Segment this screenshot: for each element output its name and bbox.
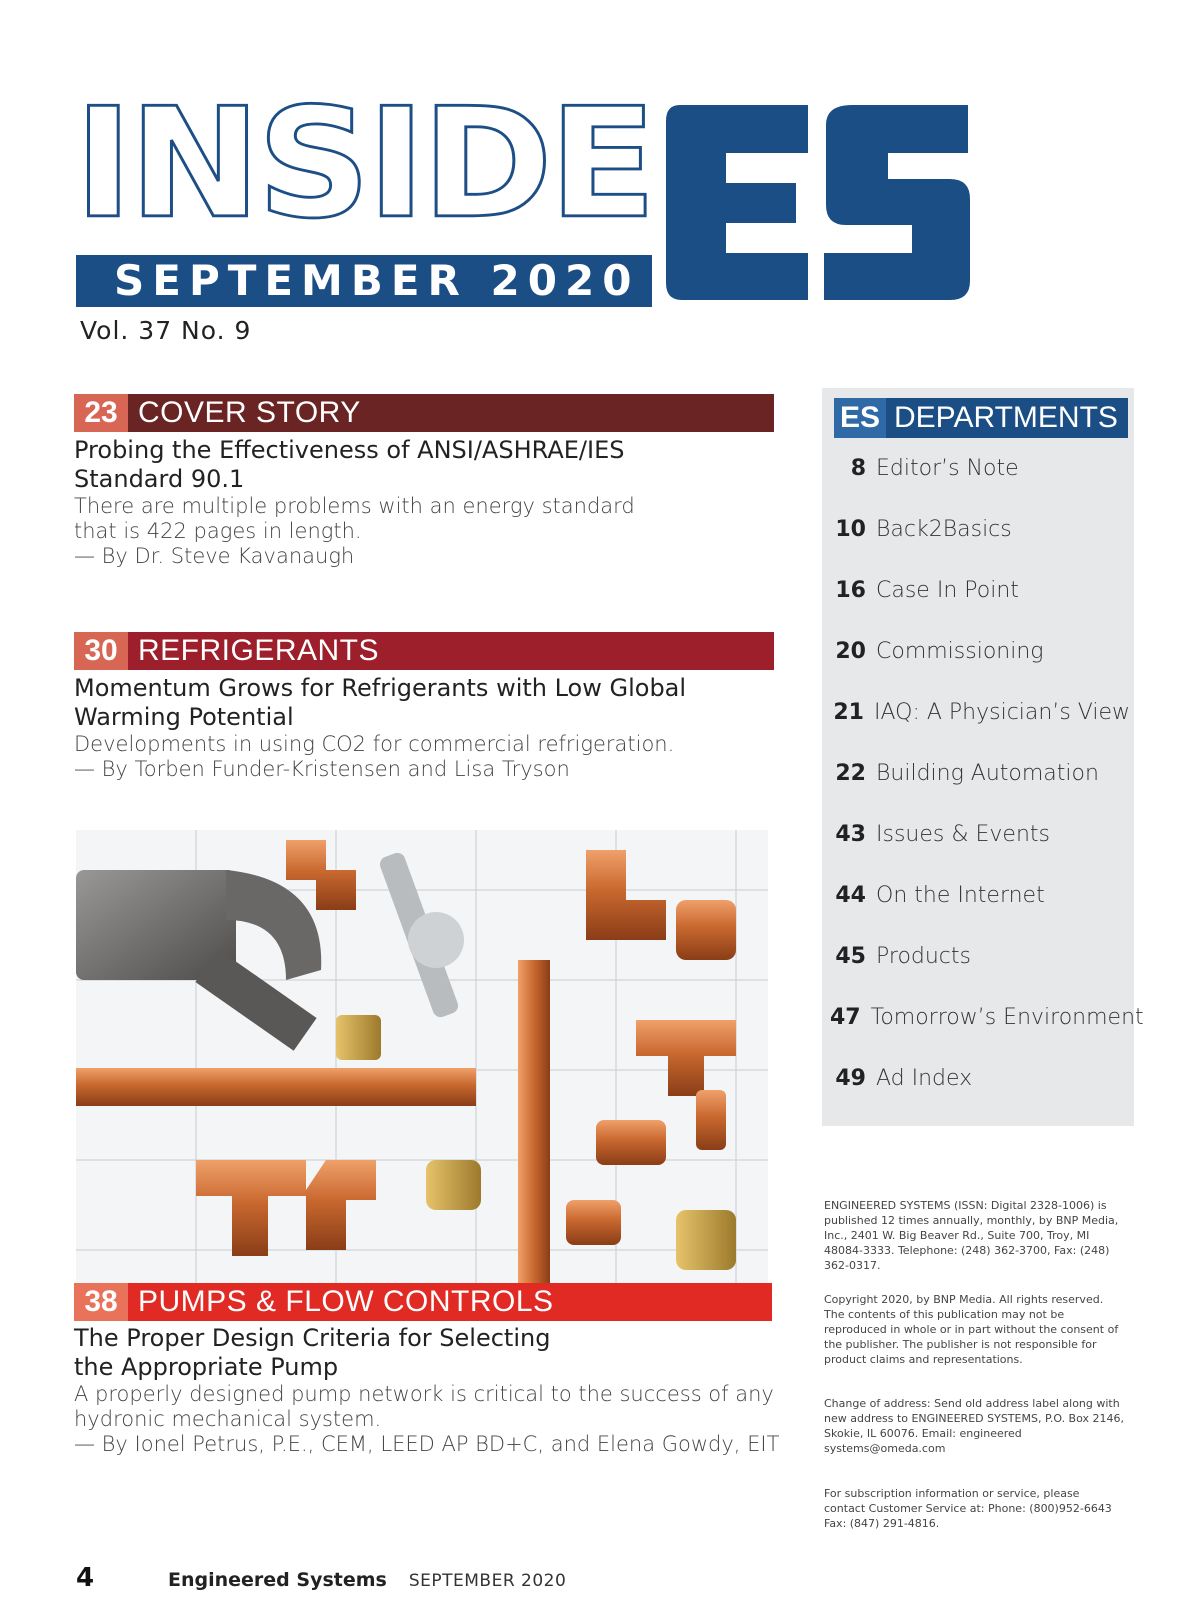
article-title[interactable]: Momentum Grows for Refrigerants with Low Global Warming Potential	[74, 674, 687, 731]
article-description: A properly designed pump network is critical to the success of any hydronic mechanical system.	[74, 1382, 774, 1431]
department-item[interactable]	[830, 761, 1130, 822]
department-page: 20	[835, 639, 866, 664]
department-page: 49	[835, 1066, 866, 1091]
department-item[interactable]	[830, 700, 1130, 761]
section-bar-pumps-flow-controls	[74, 1283, 772, 1321]
department-item[interactable]	[830, 883, 1130, 944]
departments-heading: DEPARTMENTS	[894, 401, 1118, 434]
department-page: 8	[850, 456, 866, 481]
section-page-number: 30	[74, 632, 128, 670]
section-page-number: 23	[74, 394, 128, 432]
masthead-inside: INSIDE	[74, 75, 653, 253]
section-bar-refrigerants	[74, 632, 774, 670]
department-item[interactable]	[830, 822, 1130, 883]
article-title[interactable]: Probing the Effectiveness of ANSI/ASHRAE/IES Standard 90.1	[74, 436, 625, 493]
page-footer	[76, 1563, 566, 1593]
department-label: Issues & Events	[876, 822, 1050, 847]
article-title[interactable]: The Proper Design Criteria for Selecting the Appropriate Pump	[74, 1324, 551, 1381]
department-label: Products	[876, 944, 971, 969]
section-page-number: 38	[74, 1283, 128, 1321]
department-item[interactable]	[830, 578, 1130, 639]
department-page: 16	[835, 578, 866, 603]
es-logo	[662, 95, 976, 310]
department-label: IAQ: A Physician’s View	[873, 700, 1130, 725]
magazine-name: Engineered Systems	[168, 1569, 387, 1591]
department-item[interactable]	[830, 1066, 1130, 1127]
departments-header	[834, 398, 1128, 438]
department-page: 47	[830, 1005, 861, 1030]
department-item[interactable]	[830, 456, 1130, 517]
department-label: Tomorrow’s Environment	[870, 1005, 1144, 1030]
department-label: On the Internet	[876, 883, 1045, 908]
department-page: 43	[835, 822, 866, 847]
subscription-info: For subscription information or service, please contact Customer Service at: Phone: (800)952-6643 Fax: (847) 291-4816.	[824, 1487, 1112, 1530]
department-label: Editor’s Note	[876, 456, 1019, 481]
department-item[interactable]	[830, 944, 1130, 1005]
volume-number: Vol. 37 No. 9	[80, 316, 252, 345]
section-label: COVER STORY	[138, 396, 361, 429]
department-label: Commissioning	[876, 639, 1044, 664]
department-label: Ad Index	[876, 1066, 973, 1091]
department-page: 10	[835, 517, 866, 542]
departments-es-badge: ES	[834, 398, 886, 438]
section-bar-cover-story	[74, 394, 774, 432]
article-byline: — By Dr. Steve Kavanaugh	[74, 544, 355, 568]
change-of-address: Change of address: Send old address label along with new address to ENGINEERED SYSTEMS, P.O. Box 2146, Skokie, IL 60076. Email: engineered systems@omeda.com	[824, 1397, 1124, 1455]
publication-info: ENGINEERED SYSTEMS (ISSN: Digital 2328-1006) is published 12 times annually, monthly, by BNP Media, Inc., 2401 W. Big Beaver Rd., Suite 700, Troy, MI 48084-3333. Telephone: (248) 362-3700, Fax: (248) 362-0317.	[824, 1199, 1119, 1272]
section-label: PUMPS & FLOW CONTROLS	[138, 1285, 554, 1318]
issue-month-bar: SEPTEMBER 2020	[76, 255, 652, 307]
article-byline: — By Ionel Petrus, P.E., CEM, LEED AP BD+C, and Elena Gowdy, EIT	[74, 1432, 780, 1456]
department-item[interactable]	[830, 517, 1130, 578]
footer-month: SEPTEMBER 2020	[408, 1571, 567, 1591]
departments-list	[830, 456, 1144, 1127]
pipe-fittings-photo	[76, 830, 768, 1300]
department-label: Building Automation	[876, 761, 1099, 786]
article-byline: — By Torben Funder-Kristensen and Lisa Tryson	[74, 757, 570, 781]
article-description: Developments in using CO2 for commercial refrigeration.	[74, 732, 675, 756]
department-page: 45	[835, 944, 866, 969]
copyright-notice: Copyright 2020, by BNP Media. All rights reserved. The contents of this publication may not be reproduced in whole or in part without the consent of the publisher. The publisher is not responsible for product claims and representations.	[824, 1293, 1119, 1366]
section-label: REFRIGERANTS	[138, 634, 380, 667]
article-description: There are multiple problems with an energy standard that is 422 pages in length.	[74, 494, 635, 543]
department-page: 44	[835, 883, 866, 908]
department-page: 22	[835, 761, 866, 786]
page-number: 4	[76, 1563, 95, 1593]
department-label: Case In Point	[876, 578, 1019, 603]
department-item[interactable]	[830, 639, 1130, 700]
department-label: Back2Basics	[876, 517, 1012, 542]
department-item[interactable]	[830, 1005, 1144, 1066]
department-page: 21	[833, 700, 864, 725]
